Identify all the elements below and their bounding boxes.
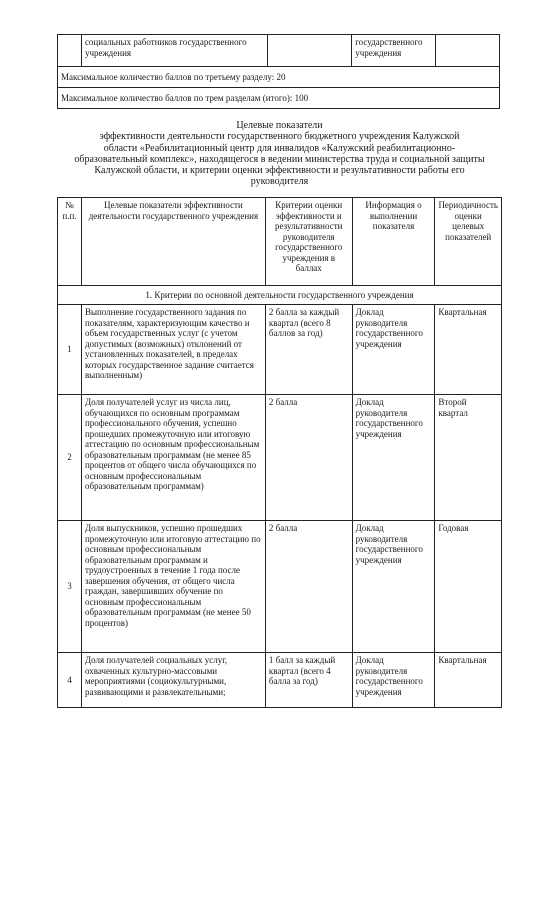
row-period: Годовая xyxy=(435,521,502,653)
table-row xyxy=(58,305,502,395)
cell-period xyxy=(436,35,500,67)
heading-line: эффективности деятельности государственного бюджетного учреждения Калужской xyxy=(99,131,460,143)
row-criteria: 2 балла xyxy=(265,521,352,653)
heading-line: руководителя xyxy=(250,176,309,188)
row-info: Доклад руководителя государственного учреждения xyxy=(352,653,435,708)
row-number: 1 xyxy=(58,305,82,395)
table-row xyxy=(58,88,500,109)
header-indicator: Целевые показатели эффективности деятельности государственного учреждения xyxy=(81,198,265,286)
row-period: Второй квартал xyxy=(435,395,502,521)
section-title: 1. Критерии по основной деятельности государственного учреждения xyxy=(58,286,502,305)
table-header-row xyxy=(58,198,502,286)
max-total-text: Максимальное количество баллов по трем разделам (итого): 100 xyxy=(58,88,500,109)
header-criteria: Критерии оценки эффективности и результативности руководителя государственного учреждения в баллах xyxy=(265,198,352,286)
row-indicator: Доля получателей социальных услуг, охваченных культурно-массовыми мероприятиями (социокультурными, развивающими и развлекательными; xyxy=(81,653,265,708)
row-period: Квартальная xyxy=(435,305,502,395)
max-section3-text: Максимальное количество баллов по третьему разделу: 20 xyxy=(58,67,500,88)
cell-criteria xyxy=(267,35,352,67)
heading-line: области «Реабилитационный центр для инвалидов «Калужский реабилитационно- xyxy=(103,142,456,154)
header-num: № п.п. xyxy=(58,198,82,286)
row-criteria: 2 балла xyxy=(265,395,352,521)
heading-line: образовательный комплекс», находящегося в ведении министерства труда и социальной защиты xyxy=(74,153,485,165)
row-period: Квартальная xyxy=(435,653,502,708)
table-row xyxy=(58,521,502,653)
heading-title: Целевые показатели xyxy=(236,120,323,131)
document-heading xyxy=(57,120,502,188)
row-indicator: Выполнение государственного задания по показателям, характеризующим качество и объем государственных услуг (с учетом допустимых (возможных) отклонений от установленных показателей, в пределах которых государственное задание считается выполненным) xyxy=(81,305,265,395)
cell-indicator: социальных работников государственного учреждения xyxy=(81,35,267,67)
header-period: Периодичность оценки целевых показателей xyxy=(435,198,502,286)
indicators-table xyxy=(57,197,502,708)
table-row xyxy=(58,653,502,708)
row-indicator: Доля получателей услуг из числа лиц, обучающихся по основным программам профессионального обучения, успешно прошедших промежуточную или итоговую аттестацию по основным профессиональным образовательным программам (не менее 85 процентов от общего числа обучающихся по основным профессиональным образовательным программам) xyxy=(81,395,265,521)
cell-num xyxy=(58,35,82,67)
row-criteria: 2 балла за каждый квартал (всего 8 баллов за год) xyxy=(265,305,352,395)
row-number: 2 xyxy=(58,395,82,521)
row-number: 4 xyxy=(58,653,82,708)
row-info: Доклад руководителя государственного учреждения xyxy=(352,305,435,395)
cell-info: государственного учреждения xyxy=(352,35,436,67)
header-info: Информация о выполнении показателя xyxy=(352,198,435,286)
table-row xyxy=(58,35,500,67)
row-info: Доклад руководителя государственного учреждения xyxy=(352,521,435,653)
previous-section-table xyxy=(57,34,500,109)
heading-line: Калужской области, и критерии оценки эффективности и результативности работы его xyxy=(94,165,465,177)
section-row xyxy=(58,286,502,305)
row-criteria: 1 балл за каждый квартал (всего 4 балла за год) xyxy=(265,653,352,708)
table-row xyxy=(58,67,500,88)
row-number: 3 xyxy=(58,521,82,653)
row-indicator: Доля выпускников, успешно прошедших промежуточную или итоговую аттестацию по основным профессиональным образовательным программам и трудоустроенных в течение 1 года после завершения обучения, от общего числа граждан, завершивших обучение по основным профессиональным образовательным программам (не менее 50 процентов) xyxy=(81,521,265,653)
row-info: Доклад руководителя государственного учреждения xyxy=(352,395,435,521)
table-row xyxy=(58,395,502,521)
